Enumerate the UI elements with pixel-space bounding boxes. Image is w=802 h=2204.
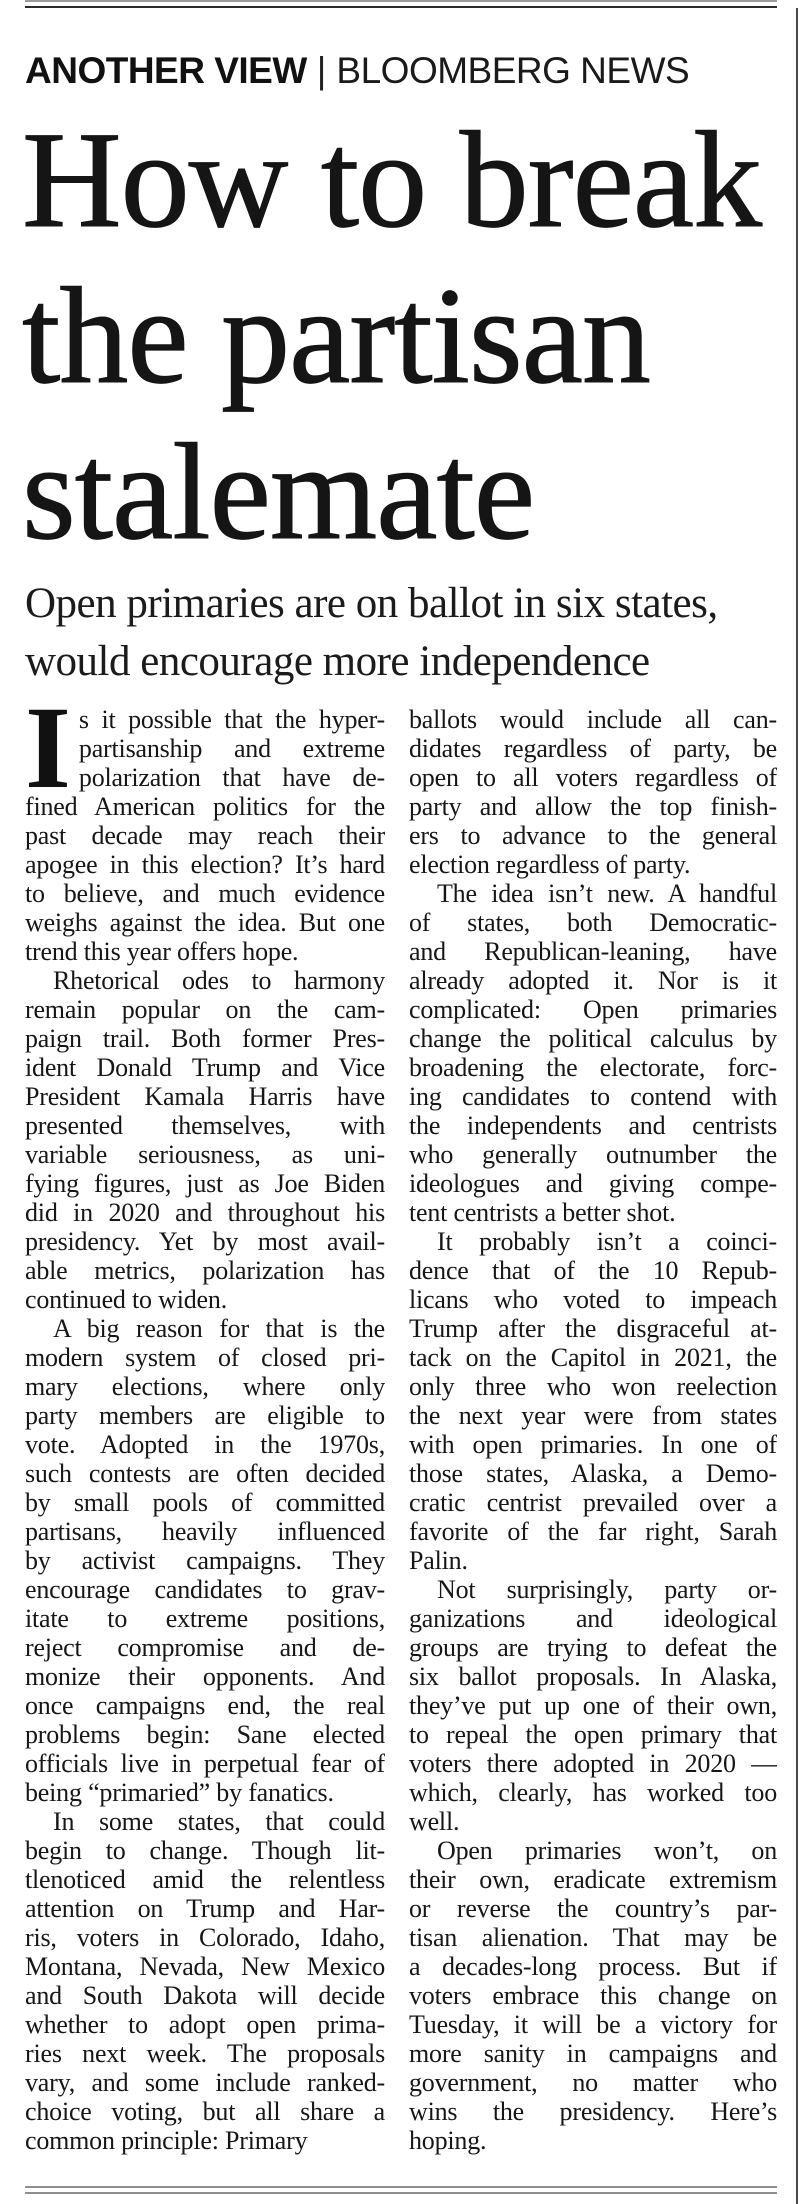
- paragraph: [409, 1575, 777, 1836]
- body-line: The idea isn’t new. A handful: [437, 879, 777, 908]
- body-line: tent centrists a better shot.: [409, 1198, 676, 1227]
- body-line: paign trail. Both former Pres-: [25, 1024, 385, 1053]
- body-line: licans who voted to impeach: [409, 1285, 777, 1314]
- article-headline: [22, 102, 792, 570]
- body-line: open to all voters regardless of: [409, 763, 777, 792]
- body-line: hoping.: [409, 2126, 487, 2155]
- body-line: begin to change. Though lit-: [25, 1836, 385, 1865]
- body-line: ident Donald Trump and Vice: [25, 1053, 385, 1082]
- body-line: continued to widen.: [25, 1285, 227, 1314]
- body-line: officials live in perpetual fear of: [25, 1749, 385, 1778]
- drop-cap: I: [25, 682, 71, 813]
- right-column: [409, 705, 777, 2155]
- body-line: ing candidates to contend with: [409, 1082, 777, 1111]
- body-line: tack on the Capitol in 2021, the: [409, 1343, 777, 1372]
- body-line: polarization that have de-: [78, 763, 385, 792]
- body-line: party members are eligible to: [25, 1401, 385, 1430]
- body-line: already adopted it. Nor is it: [409, 966, 777, 995]
- body-line: ganizations and ideological: [409, 1604, 777, 1633]
- body-line: Tuesday, it will be a victory for: [409, 2010, 777, 2039]
- body-line: their own, eradicate extremism: [409, 1865, 777, 1894]
- body-line: In some states, that could: [53, 1807, 385, 1836]
- body-line: ballots would include all can-: [409, 705, 777, 734]
- body-line: wins the presidency. Here’s: [409, 2097, 777, 2126]
- body-line: well.: [409, 1807, 460, 1836]
- body-line: to believe, and much evidence: [25, 879, 385, 908]
- body-line: A big reason for that is the: [53, 1314, 385, 1343]
- body-line: mary elections, where only: [25, 1372, 385, 1401]
- body-line: remain popular on the cam-: [25, 995, 385, 1024]
- news-source: BLOOMBERG NEWS: [336, 50, 690, 91]
- body-line: Not surprisingly, party or-: [437, 1575, 777, 1604]
- body-line: encourage candidates to grav-: [25, 1575, 385, 1604]
- top-rule-dark: [25, 6, 777, 8]
- body-line: government, no matter who: [409, 2068, 777, 2097]
- body-line: modern system of closed pri-: [25, 1343, 385, 1372]
- body-line: such contests are often decided: [25, 1459, 385, 1488]
- body-line: common principle: Primary: [25, 2126, 308, 2155]
- body-line: itate to extreme positions,: [25, 1604, 385, 1633]
- body-line: attention on Trump and Har-: [25, 1894, 385, 1923]
- body-line: vote. Adopted in the 1970s,: [25, 1430, 385, 1459]
- body-line: more sanity in campaigns and: [409, 2039, 777, 2068]
- body-line: to repeal the open primary that: [409, 1720, 777, 1749]
- body-line: fying figures, just as Joe Biden: [25, 1169, 385, 1198]
- body-line: s it possible that the hyper-: [78, 705, 385, 734]
- body-line: broadening the electorate, forc-: [409, 1053, 777, 1082]
- body-line: they’ve put up one of their own,: [409, 1691, 777, 1720]
- body-line: problems begin: Sane elected: [25, 1720, 385, 1749]
- body-line: only three who won reelection: [409, 1372, 777, 1401]
- body-line: party and allow the top finish-: [409, 792, 777, 821]
- body-line: trend this year offers hope.: [25, 937, 299, 966]
- body-line: those states, Alaska, a Demo-: [409, 1459, 777, 1488]
- body-line: did in 2020 and throughout his: [25, 1198, 385, 1227]
- body-line: voters there adopted in 2020 —: [409, 1749, 777, 1778]
- body-line: didates regardless of party, be: [409, 734, 777, 763]
- body-line: variable seriousness, as uni-: [25, 1140, 385, 1169]
- body-line: fined American politics for the: [25, 792, 385, 821]
- paragraph: [25, 1314, 385, 1807]
- body-line: past decade may reach their: [25, 821, 385, 850]
- paragraph: [25, 1807, 385, 2155]
- body-line: partisans, heavily influenced: [25, 1517, 385, 1546]
- paragraph: [409, 1227, 777, 1575]
- body-line: by activist campaigns. They: [25, 1546, 385, 1575]
- body-line: election regardless of party.: [409, 850, 691, 879]
- paragraph: [25, 682, 385, 966]
- body-line: dence that of the 10 Repub-: [409, 1256, 777, 1285]
- body-line: the independents and centrists: [409, 1111, 777, 1140]
- right-edge-rule: [796, 8, 798, 2204]
- body-line: Open primaries won’t, on: [437, 1836, 777, 1865]
- paragraph: [409, 879, 777, 1227]
- body-line: It probably isn’t a coinci-: [437, 1227, 777, 1256]
- body-line: cratic centrist prevailed over a: [409, 1488, 777, 1517]
- bottom-rule-upper: [25, 2186, 777, 2188]
- deck-line: would encourage more independence: [25, 638, 650, 685]
- body-line: and South Dakota will decide: [25, 1981, 385, 2010]
- headline-line: How to break: [22, 103, 762, 256]
- paragraph: [409, 1836, 777, 2155]
- body-line: the next year were from states: [409, 1401, 777, 1430]
- body-line: able metrics, polarization has: [25, 1256, 385, 1285]
- body-line: presidency. Yet by most avail-: [25, 1227, 385, 1256]
- body-line: which, clearly, has worked too: [409, 1778, 777, 1807]
- article-deck: [25, 575, 785, 691]
- body-line: once campaigns end, the real: [25, 1691, 385, 1720]
- bottom-rule-lower: [25, 2192, 777, 2194]
- body-line: ris, voters in Colorado, Idaho,: [25, 1923, 385, 1952]
- body-line: partisanship and extreme: [78, 734, 385, 763]
- body-line: Montana, Nevada, New Mexico: [25, 1952, 385, 1981]
- top-rule-light: [25, 0, 777, 2]
- deck-line: Open primaries are on ballot in six states,: [25, 580, 718, 627]
- body-line: of states, both Democratic-: [409, 908, 777, 937]
- body-line: favorite of the far right, Sarah: [409, 1517, 777, 1546]
- body-line: by small pools of committed: [25, 1488, 385, 1517]
- body-line: choice voting, but all share a: [25, 2097, 385, 2126]
- body-line: complicated: Open primaries: [409, 995, 777, 1024]
- body-line: Palin.: [409, 1546, 468, 1575]
- body-line: Rhetorical odes to harmony: [53, 966, 385, 995]
- body-line: ers to advance to the general: [409, 821, 777, 850]
- body-line: or reverse the country’s par-: [409, 1894, 777, 1923]
- body-line: reject compromise and de-: [25, 1633, 385, 1662]
- section-kicker: [25, 51, 777, 91]
- body-line: with open primaries. In one of: [409, 1430, 777, 1459]
- body-line: whether to adopt open prima-: [25, 2010, 385, 2039]
- body-line: apogee in this election? It’s hard: [25, 850, 385, 879]
- body-line: President Kamala Harris have: [25, 1082, 385, 1111]
- body-line: groups are trying to defeat the: [409, 1633, 777, 1662]
- body-line: change the political calculus by: [409, 1024, 777, 1053]
- body-line: tlenoticed amid the relentless: [25, 1865, 385, 1894]
- body-line: monize their opponents. And: [25, 1662, 385, 1691]
- body-line: presented themselves, with: [25, 1111, 385, 1140]
- body-line: and Republican-leaning, have: [409, 937, 777, 966]
- headline-line: stalemate: [22, 415, 535, 568]
- body-line: a decades-long process. But if: [409, 1952, 777, 1981]
- body-line: being “primaried” by fanatics.: [25, 1778, 334, 1807]
- body-line: voters embrace this change on: [409, 1981, 777, 2010]
- headline-line: the partisan: [22, 259, 650, 412]
- left-column: [25, 682, 385, 2155]
- body-line: ries next week. The proposals: [25, 2039, 385, 2068]
- body-line: who generally outnumber the: [409, 1140, 777, 1169]
- body-line: weighs against the idea. But one: [25, 908, 385, 937]
- paragraph: [409, 705, 777, 879]
- kicker-separator: |: [316, 50, 327, 91]
- paragraph: [25, 966, 385, 1314]
- body-line: tisan alienation. That may be: [409, 1923, 777, 1952]
- body-line: six ballot proposals. In Alaska,: [409, 1662, 777, 1691]
- body-line: vary, and some include ranked-: [25, 2068, 385, 2097]
- body-line: ideologues and giving compe-: [409, 1169, 777, 1198]
- body-line: Trump after the disgraceful at-: [409, 1314, 777, 1343]
- kicker-label: ANOTHER VIEW: [25, 50, 307, 91]
